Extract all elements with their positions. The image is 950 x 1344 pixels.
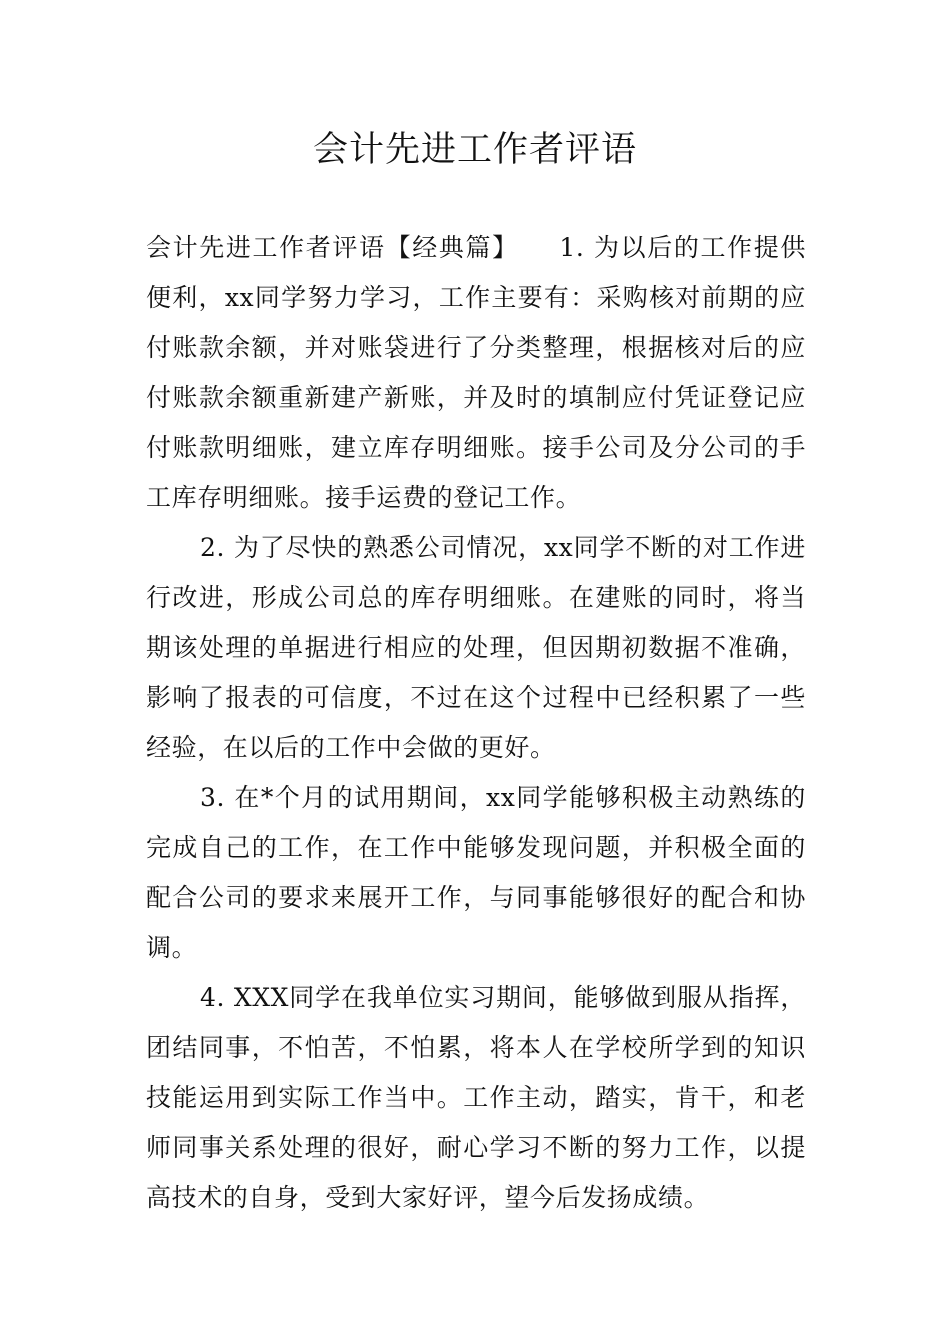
paragraph-4: 4. XXX同学在我单位实习期间，能够做到服从指挥，团结同事，不怕苦，不怕累，将本人在学校所学到的知识技能运用到实际工作当中。工作主动，踏实，肯干，和老师同事关系处理的很好，耐心学习不断的努力工作，以提高技术的自身，受到大家好评，望今后发扬成绩。 [146,983,806,1212]
document-title: 会计先进工作者评语 [312,130,637,170]
paragraph-2: 2. 为了尽快的熟悉公司情况，xx同学不断的对工作进行改进，形成公司总的库存明细账。在建账的同时，将当期该处理的单据进行相应的处理，但因期初数据不准确，影响了报表的可信度，不过在这个过程中已经积累了一些经验，在以后的工作中会做的更好。 [146,533,806,762]
document-body [146,223,806,1223]
paragraph-1: 会计先进工作者评语【经典篇】 1. 为以后的工作提供便利，xx同学努力学习，工作主要有：采购核对前期的应付账款余额，并对账袋进行了分类整理，根据核对后的应付账款余额重新建产新账，并及时的填制应付凭证登记应付账款明细账，建立库存明细账。接手公司及分公司的手工库存明细账。接手运费的登记工作。 [146,233,806,512]
paragraph-3: 3. 在*个月的试用期间，xx同学能够积极主动熟练的完成自己的工作，在工作中能够发现问题，并积极全面的配合公司的要求来展开工作，与同事能够很好的配合和协调。 [146,783,806,962]
